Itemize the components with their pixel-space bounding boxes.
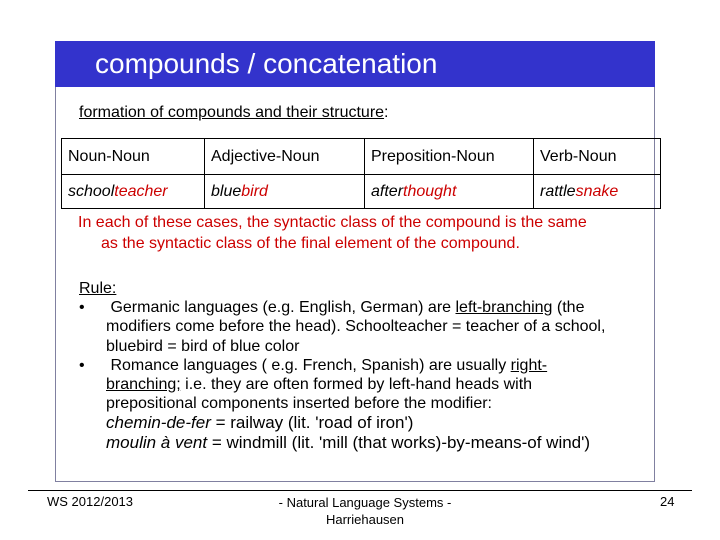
example-cell bbox=[62, 175, 205, 209]
example-first: after bbox=[371, 182, 404, 200]
bullet-icon: • bbox=[79, 299, 85, 317]
example-definition: = windmill (lit. 'mill (that works)-by-means-of wind') bbox=[207, 432, 591, 452]
summary-line: In each of these cases, the syntactic class of the compound is the same bbox=[78, 214, 587, 231]
bullet-text: Romance languages ( e.g. French, Spanish) are usually bbox=[106, 356, 511, 374]
summary-text bbox=[78, 212, 658, 254]
title-bar bbox=[55, 41, 655, 87]
example-moulin-a-vent bbox=[79, 433, 679, 452]
bullet-text: i.e. they are often formed by left-hand heads with bbox=[180, 376, 533, 394]
rule-bullet-2 bbox=[79, 356, 679, 375]
table-row bbox=[62, 175, 661, 209]
example-term: chemin-de-fer bbox=[106, 413, 211, 433]
table-header-row bbox=[62, 139, 661, 175]
bullet-continuation bbox=[79, 375, 679, 394]
term-right-branching: right- bbox=[510, 356, 548, 374]
example-head: snake bbox=[575, 182, 619, 200]
header-cell: Verb-Noun bbox=[534, 139, 661, 175]
example-head: bird bbox=[241, 182, 268, 200]
example-first: school bbox=[68, 182, 115, 200]
example-first: blue bbox=[211, 182, 242, 200]
rule-heading: Rule: bbox=[79, 280, 117, 297]
rule-bullet-1 bbox=[79, 298, 679, 317]
summary-line: as the syntactic class of the final element of the compound. bbox=[101, 235, 520, 252]
page-number: 24 bbox=[660, 494, 675, 509]
bullet-text: Germanic languages (e.g. English, German) are bbox=[106, 299, 456, 317]
example-cell bbox=[534, 175, 661, 209]
bullet-continuation: bluebird = bird of blue color bbox=[106, 337, 300, 355]
term-right-branching-cont: branching; bbox=[106, 376, 181, 394]
example-definition: = railway (lit. 'road of iron') bbox=[210, 413, 414, 433]
bullet-icon: • bbox=[79, 356, 85, 374]
intro-text: formation of compounds and their structure bbox=[79, 104, 385, 121]
slide-title: compounds / concatenation bbox=[95, 48, 438, 79]
term-left-branching: left-branching bbox=[455, 299, 553, 317]
example-cell bbox=[205, 175, 365, 209]
header-cell: Preposition-Noun bbox=[365, 139, 534, 175]
example-head: thought bbox=[403, 182, 457, 200]
example-term: moulin à vent bbox=[106, 432, 208, 452]
footer-course: - Natural Language Systems - Harriehausen bbox=[278, 495, 452, 527]
bullet-continuation: modifiers come before the head). Schoolteacher = teacher of a school, bbox=[106, 318, 606, 336]
bullet-continuation: prepositional components inserted before the modifier: bbox=[106, 395, 492, 413]
rule-section bbox=[79, 279, 679, 452]
intro-colon: : bbox=[384, 104, 389, 121]
footer-semester: WS 2012/2013 bbox=[47, 494, 134, 509]
compound-table bbox=[61, 138, 661, 209]
header-cell: Adjective-Noun bbox=[205, 139, 365, 175]
header-cell: Noun-Noun bbox=[62, 139, 205, 175]
intro-line bbox=[79, 104, 389, 122]
example-chemin-de-fer bbox=[79, 413, 679, 432]
example-first: rattle bbox=[540, 182, 576, 200]
example-cell bbox=[365, 175, 534, 209]
bullet-text: (the bbox=[552, 299, 585, 317]
example-head: teacher bbox=[114, 182, 168, 200]
footer-divider bbox=[28, 490, 692, 491]
